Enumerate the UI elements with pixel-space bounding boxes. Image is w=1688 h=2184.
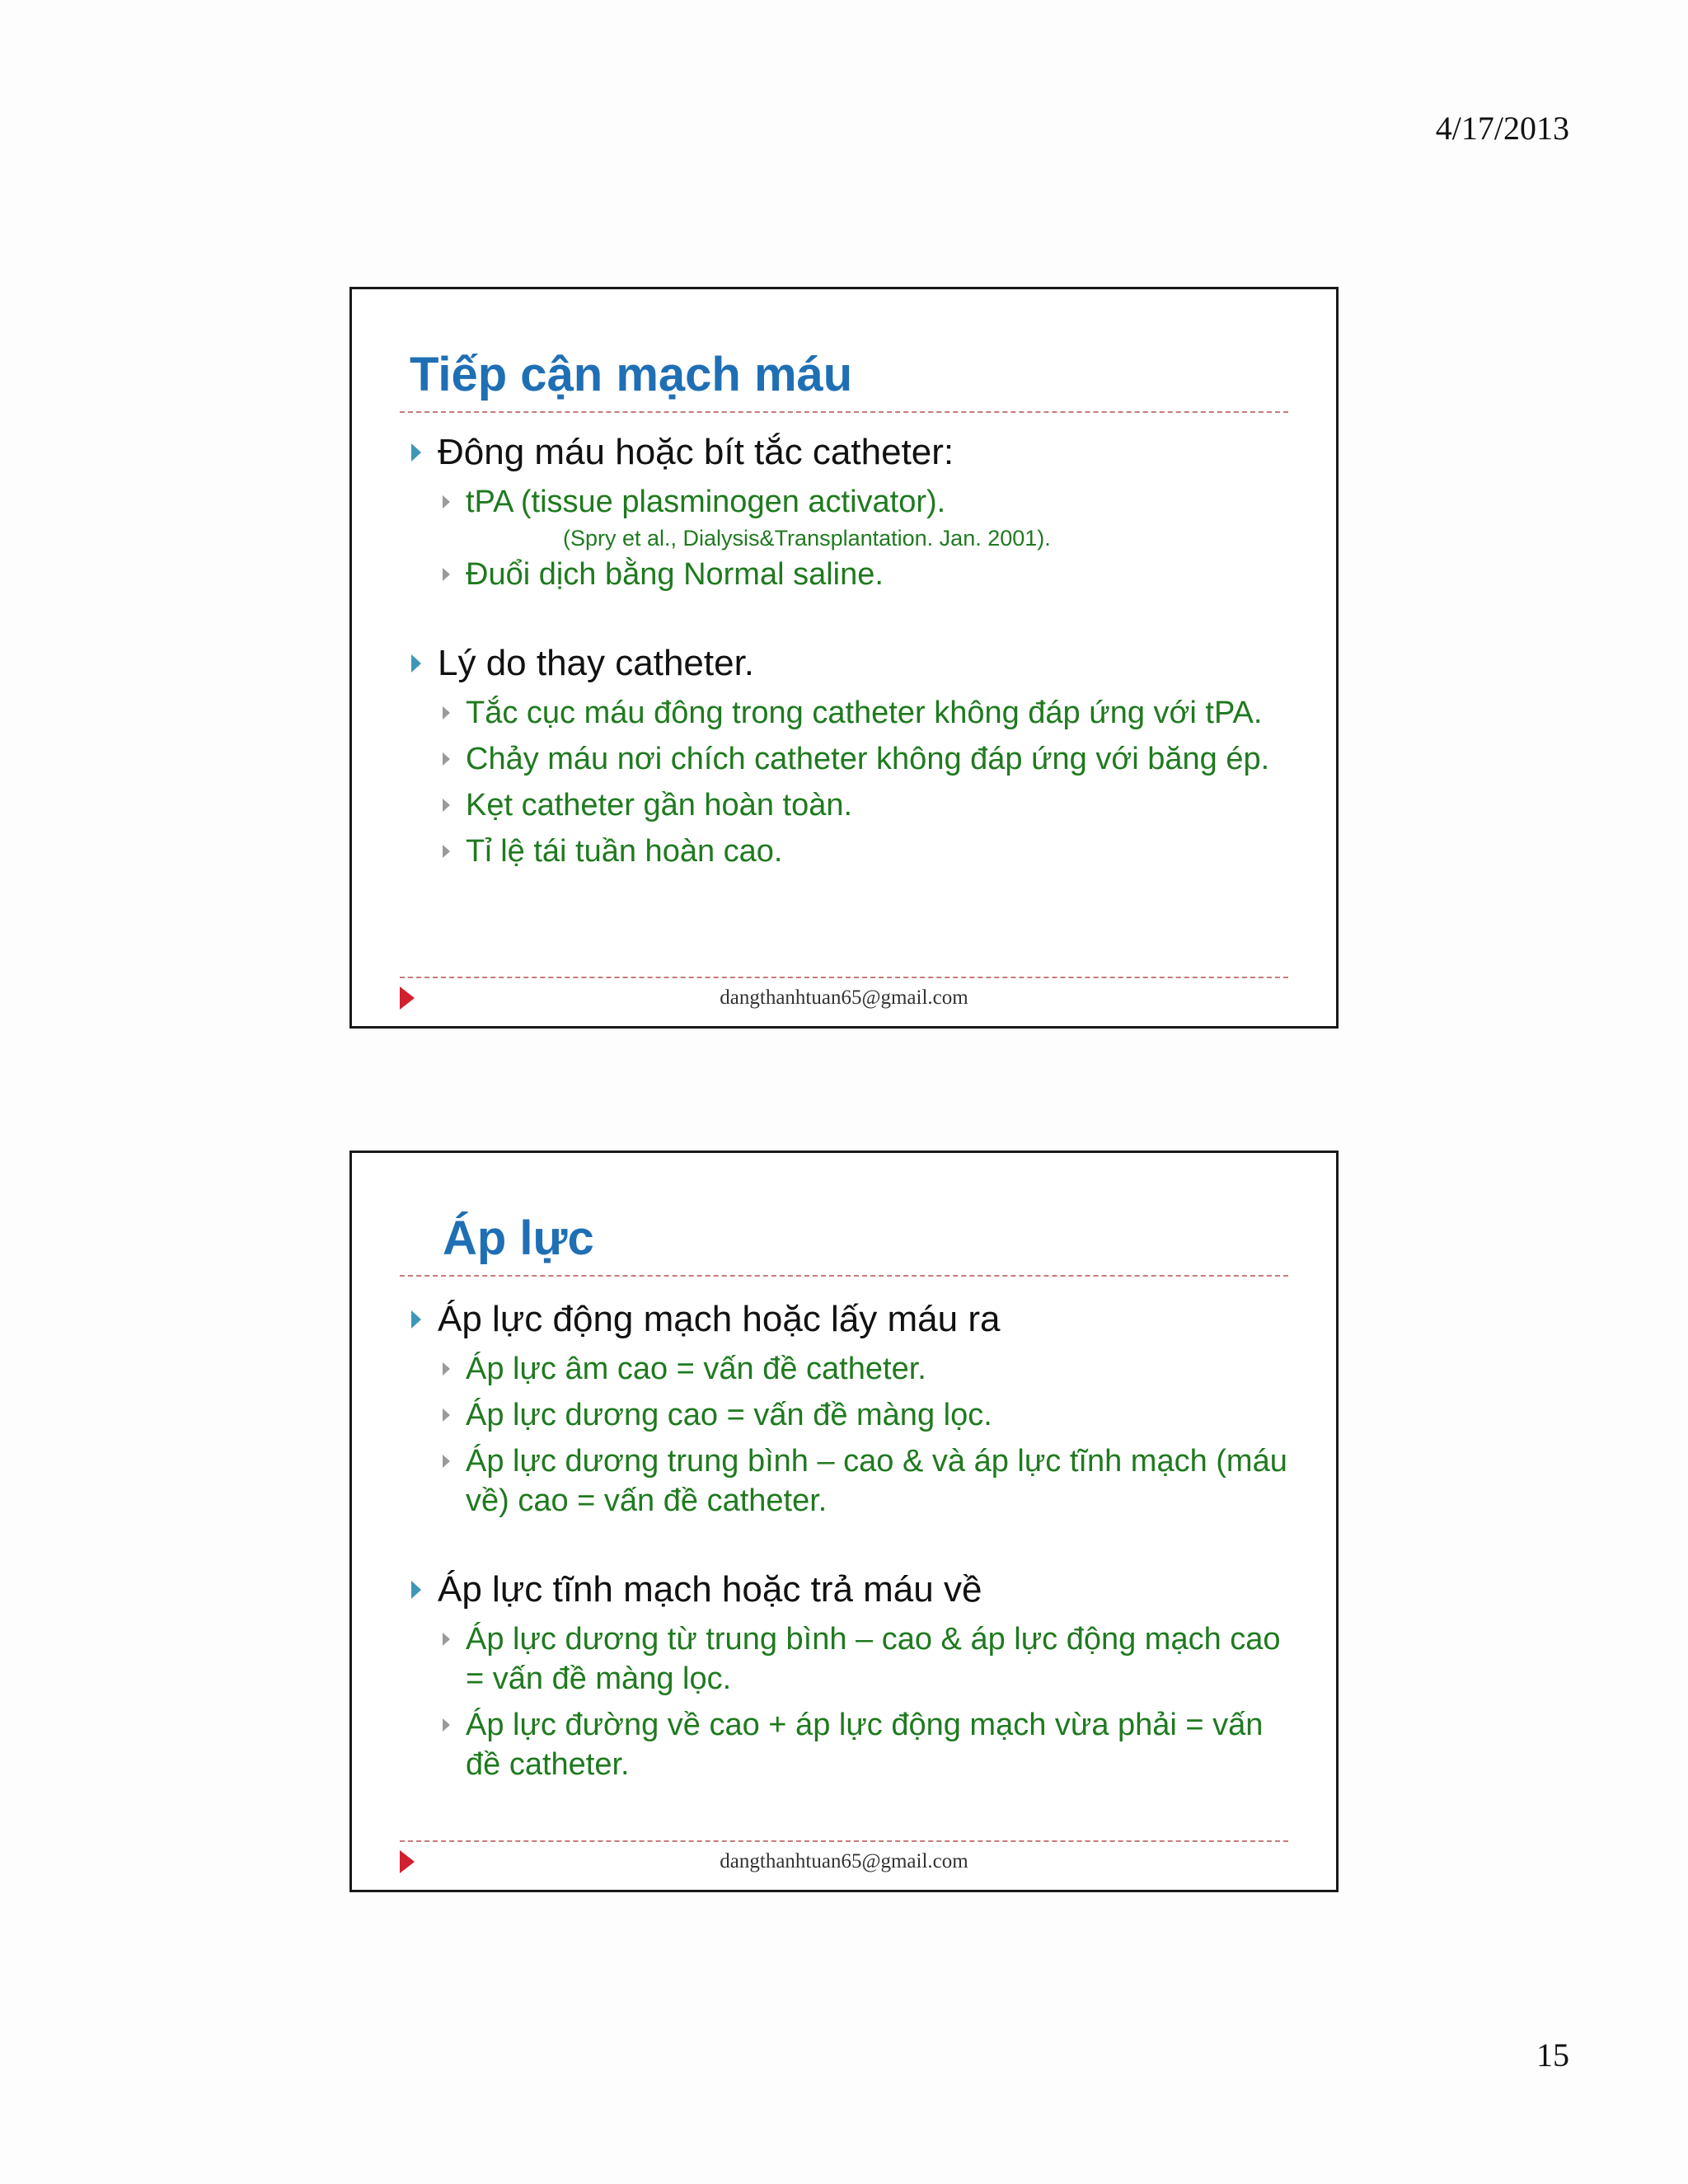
triangle-bullet-icon [411, 654, 421, 673]
footer-email: dangthanhtuan65@gmail.com [720, 1850, 968, 1872]
bullet-level2 [438, 1441, 1295, 1521]
bullet-text: tPA (tissue plasminogen activator). [466, 485, 946, 519]
bullet-level2 [438, 693, 1295, 733]
bullet-level1 [405, 1567, 1295, 1613]
bullet-text: Áp lực đường về cao + áp lực động mạch vừa phải = vấn đề catheter. [466, 1708, 1264, 1782]
small-triangle-bullet-icon [443, 706, 450, 719]
triangle-bullet-icon [411, 1581, 421, 1599]
slide-pressure [349, 1151, 1339, 1892]
bullet-text: Đuổi dịch bằng Normal saline. [466, 557, 884, 592]
slide-content [405, 1296, 1295, 1784]
bullet-level2 [438, 832, 1295, 871]
bullet-text: Áp lực tĩnh mạch hoặc trả máu về [438, 1569, 982, 1610]
bullet-text: Lý do thay catheter. [438, 643, 755, 683]
slide-title: Áp lực [443, 1212, 594, 1265]
bullet-text: Áp lực âm cao = vấn đề catheter. [466, 1352, 926, 1386]
bullet-level1 [405, 1296, 1295, 1343]
small-triangle-bullet-icon [443, 845, 450, 858]
bullet-level2 [438, 1395, 1295, 1435]
bullet-level2 [438, 1705, 1295, 1784]
bullet-level2 [438, 1619, 1295, 1699]
small-triangle-bullet-icon [443, 799, 450, 812]
title-divider [400, 411, 1288, 413]
bullet-level2 [438, 482, 1295, 522]
slide-title: Tiếp cận mạch máu [410, 348, 853, 401]
footer-divider [400, 1840, 1288, 1842]
small-triangle-bullet-icon [443, 495, 450, 509]
page-number: 15 [1536, 2036, 1569, 2074]
bullet-level2 [438, 1349, 1295, 1389]
title-divider [400, 1275, 1288, 1277]
bullet-text: Tắc cục máu đông trong catheter không đáp ứng với tPA. [466, 696, 1263, 730]
bullet-text: Chảy máu nơi chích catheter không đáp ứng với băng ép. [466, 742, 1270, 776]
triangle-bullet-icon [411, 1310, 421, 1329]
bullet-level2 [438, 785, 1295, 825]
small-triangle-bullet-icon [443, 1718, 450, 1732]
footer-email: dangthanhtuan65@gmail.com [720, 987, 968, 1009]
bullet-text: Áp lực động mạch hoặc lấy máu ra [438, 1299, 1001, 1339]
bullet-level1 [405, 429, 1295, 476]
triangle-bullet-icon [411, 443, 421, 462]
small-triangle-bullet-icon [443, 568, 450, 581]
bullet-text: Tỉ lệ tái tuần hoàn cao. [466, 834, 783, 869]
bullet-text: Áp lực dương cao = vấn đề màng lọc. [466, 1398, 992, 1432]
small-triangle-bullet-icon [443, 1633, 450, 1646]
bullet-level2 [438, 555, 1295, 594]
slide-content [405, 429, 1295, 871]
small-triangle-bullet-icon [443, 752, 450, 766]
footer-divider [400, 977, 1288, 978]
small-triangle-bullet-icon [443, 1455, 450, 1468]
bullet-text: Đông máu hoặc bít tắc catheter: [438, 432, 954, 472]
small-triangle-bullet-icon [443, 1362, 450, 1376]
bullet-text: Áp lực dương trung bình – cao & và áp lực tĩnh mạch (máu về) cao = vấn đề catheter. [466, 1444, 1287, 1518]
reference-citation: (Spry et al., Dialysis&Transplantation. Jan. 2001). [563, 526, 1051, 551]
small-triangle-bullet-icon [443, 1408, 450, 1422]
bullet-level1 [405, 640, 1295, 687]
bullet-level2 [438, 739, 1295, 779]
page-date: 4/17/2013 [1435, 110, 1569, 147]
bullet-text: Áp lực dương từ trung bình – cao & áp lực động mạch cao = vấn đề màng lọc. [466, 1622, 1281, 1696]
bullet-text: Kẹt catheter gần hoàn toàn. [466, 788, 853, 823]
slide-vascular-access [349, 287, 1339, 1029]
